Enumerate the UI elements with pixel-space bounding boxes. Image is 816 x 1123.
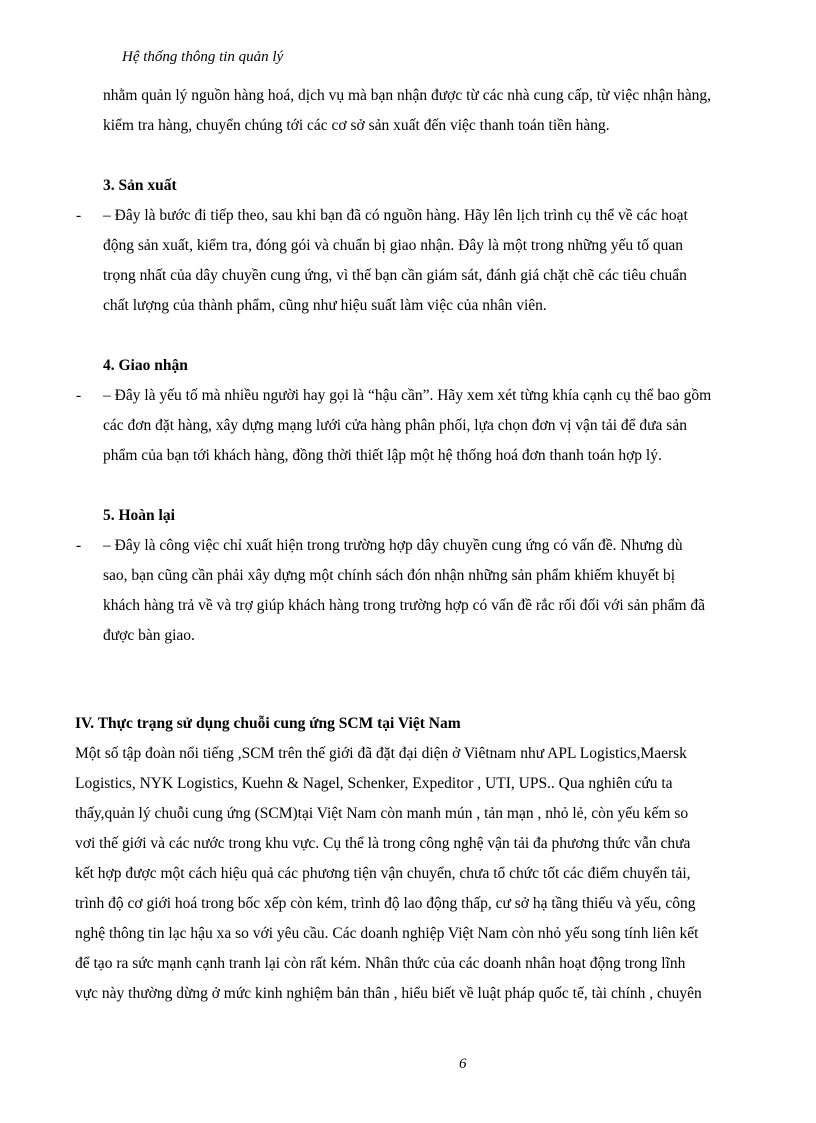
text-line: kết hợp được một cách hiệu quả các phương tiện vận chuyển, chưa tổ chức tốt các điểm chuyển tải, <box>75 865 691 882</box>
section-heading: 3. Sản xuất <box>103 177 177 194</box>
text-line: động sản xuất, kiểm tra, đóng gói và chuẩn bị giao nhận. Đây là một trong những yếu tố quan <box>103 237 684 254</box>
bullet-dash: - <box>76 387 82 404</box>
bullet-dash: - <box>76 537 82 554</box>
text-line: vơi thế giới và các nước trong khu vực. Cụ thể là trong công nghệ vận tải đa phương thức vẫn chưa <box>75 835 691 852</box>
section-heading: 4. Giao nhận <box>103 357 188 374</box>
text-line: nhằm quản lý nguồn hàng hoá, dịch vụ mà bạn nhận được từ các nhà cung cấp, từ việc nhận hàng, <box>103 87 712 104</box>
text-line: khách hàng trả về và trợ giúp khách hàng trong trường hợp có vấn đề rắc rối đối với sản phẩm đã <box>103 597 706 614</box>
text-line: kiểm tra hàng, chuyển chúng tới các cơ sở sản xuất đến việc thanh toán tiền hàng. <box>103 117 610 134</box>
text-line: trình độ cơ giới hoá trong bốc xếp còn kém, trình độ lao động thấp, cư sở hạ tầng thiếu và yếu, công <box>75 895 696 912</box>
text-line: – Đây là công việc chỉ xuất hiện trong trường hợp dây chuyền cung ứng có vấn đề. Nhưng dù <box>103 537 683 554</box>
text-line: vực này thường dừng ở mức kinh nghiệm bản thân , hiểu biết về luật pháp quốc tế, tài chính , chuyên <box>75 985 702 1002</box>
running-header: Hệ thống thông tin quản lý <box>122 49 284 65</box>
text-line: phẩm của bạn tới khách hàng, đồng thời thiết lập một hệ thống hoá đơn thanh toán hợp lý. <box>103 447 662 464</box>
text-line: – Đây là yếu tố mà nhiều người hay gọi là “hậu cần”. Hãy xem xét từng khía cạnh cụ thể bao gồm <box>103 387 712 404</box>
section-heading: 5. Hoàn lại <box>103 507 175 524</box>
bullet-dash: - <box>76 207 82 224</box>
text-line: – Đây là bước đi tiếp theo, sau khi bạn đã có nguồn hàng. Hãy lên lịch trình cụ thể về các hoạt <box>103 207 688 224</box>
page-number: 6 <box>459 1056 467 1072</box>
text-line: để tạo ra sức mạnh cạnh tranh lại còn rất kém. Nhân thức của các doanh nhân hoạt động trong lĩnh <box>75 955 686 972</box>
text-line: thấy,quản lý chuỗi cung ứng (SCM)tại Việt Nam còn manh mún , tản mạn , nhỏ lẻ, còn yếu kếm so <box>75 805 689 822</box>
text-line: nghệ thông tin lạc hậu xa so với yêu cầu. Các doanh nghiệp Việt Nam còn nhỏ yếu song tính liên kết <box>75 925 699 942</box>
text-line: các đơn đặt hàng, xây dựng mạng lưới cửa hàng phân phối, lựa chọn đơn vị vận tải để đưa sản <box>103 417 687 434</box>
text-line: Một số tập đoàn nổi tiếng ,SCM trên thế giới đã đặt đại diện ở Viêtnam như APL Logistics,Maersk <box>75 745 687 762</box>
text-line: chất lượng của thành phẩm, cũng như hiệu suất làm việc của nhân viên. <box>103 297 547 314</box>
text-line: Logistics, NYK Logistics, Kuehn & Nagel, Schenker, Expeditor , UTI, UPS.. Qua nghiên cứu ta <box>75 775 673 792</box>
text-line: được bàn giao. <box>103 627 195 644</box>
text-line: trọng nhất của dây chuyền cung ứng, vì thế bạn cần giám sát, đánh giá chặt chẽ các tiêu chuẩn <box>103 267 687 284</box>
part-heading: IV. Thực trạng sử dụng chuỗi cung ứng SCM tại Việt Nam <box>75 715 461 732</box>
text-line: sao, bạn cũng cần phải xây dựng một chính sách đón nhận những sản phẩm khiếm khuyết bị <box>103 567 676 584</box>
